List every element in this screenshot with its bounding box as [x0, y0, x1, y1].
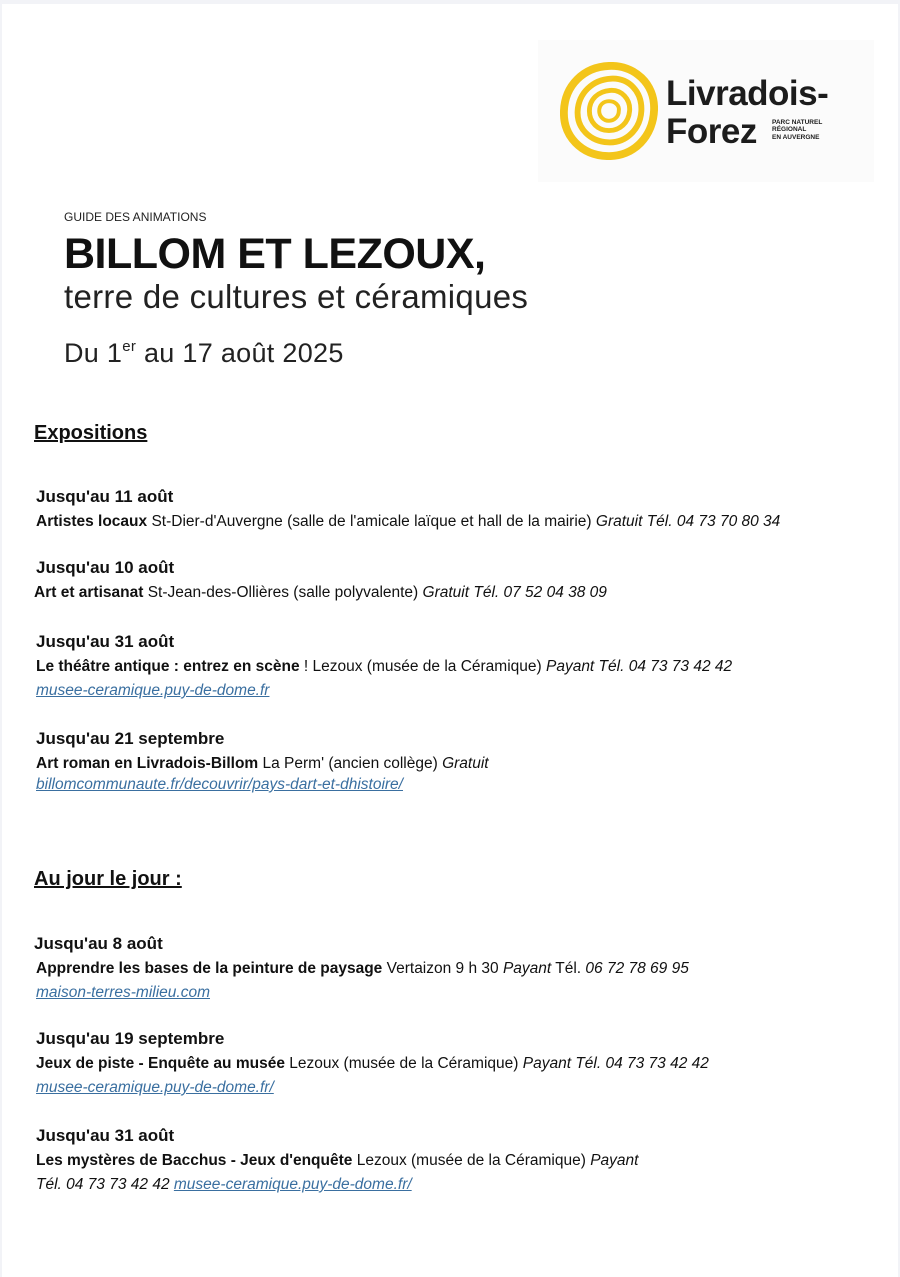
tree-rings-icon	[560, 62, 658, 160]
list-item	[34, 931, 689, 1005]
entry-link[interactable]: billomcommunaute.fr/decouvrir/pays-dart-et-dhistoire/	[36, 776, 403, 793]
entry-details: Le théâtre antique : entrez en scène ! Lezoux (musée de la Céramique) Payant Tél. 04 73 73 42 42	[36, 658, 733, 675]
logo-name-line2: Forez	[666, 112, 757, 151]
entry-details: Les mystères de Bacchus - Jeux d'enquête Lezoux (musée de la Céramique) Payant	[36, 1152, 639, 1169]
entry-date: Jusqu'au 31 août	[36, 632, 175, 651]
entry-date: Jusqu'au 19 septembre	[36, 1029, 225, 1048]
list-item	[36, 1123, 638, 1197]
entry-date: Jusqu'au 11 août	[36, 487, 174, 506]
page-title: BILLOM ET LEZOUX,	[64, 230, 486, 278]
list-item	[36, 726, 489, 794]
section-heading-au-jour-le-jour: Au jour le jour :	[34, 868, 182, 890]
entry-details: Art roman en Livradois-Billom La Perm' (ancien collège) Gratuit	[36, 755, 489, 772]
list-item	[34, 555, 607, 605]
entry-details: Artistes locaux St-Dier-d'Auvergne (salle de l'amicale laïque et hall de la mairie) Gratuit Tél. 04 73 70 80 34	[36, 513, 781, 530]
entry-link[interactable]: musee-ceramique.puy-de-dome.fr/	[173, 1176, 412, 1193]
list-item	[36, 1026, 709, 1100]
list-item	[36, 484, 780, 534]
entry-details: Jeux de piste - Enquête au musée Lezoux (musée de la Céramique) Payant Tél. 04 73 73 42 42	[36, 1055, 709, 1072]
entry-link[interactable]: musee-ceramique.puy-de-dome.fr/	[36, 1079, 274, 1096]
entry-details: Apprendre les bases de la peinture de paysage Vertaizon 9 h 30 Payant Tél. 06 72 78 69 95	[36, 960, 689, 977]
list-item	[36, 629, 732, 703]
entry-date: Jusqu'au 8 août	[34, 934, 163, 953]
entry-date: Jusqu'au 10 août	[36, 558, 175, 577]
entry-contact: Tél. 04 73 73 42 42 musee-ceramique.puy-de-dome.fr/	[36, 1176, 412, 1193]
entry-link[interactable]: musee-ceramique.puy-de-dome.fr	[36, 682, 270, 699]
page-subtitle: terre de cultures et céramiques	[64, 278, 529, 315]
entry-date: Jusqu'au 21 septembre	[36, 729, 225, 748]
logo-tagline: PARC NATUREL RÉGIONAL EN AUVERGNE	[772, 119, 823, 141]
section-heading-expositions: Expositions	[34, 422, 148, 444]
document-page	[2, 4, 898, 1277]
entry-details: Art et artisanat St-Jean-des-Ollières (salle polyvalente) Gratuit Tél. 07 52 04 38 09	[34, 584, 607, 601]
livradois-forez-logo	[538, 40, 874, 182]
logo-name-line1: Livradois-	[666, 74, 829, 113]
guide-label: GUIDE DES ANIMATIONS	[64, 210, 207, 224]
entry-link[interactable]: maison-terres-milieu.com	[36, 984, 210, 1001]
date-range: Du 1er au 17 août 2025	[64, 338, 344, 368]
entry-date: Jusqu'au 31 août	[36, 1126, 175, 1145]
